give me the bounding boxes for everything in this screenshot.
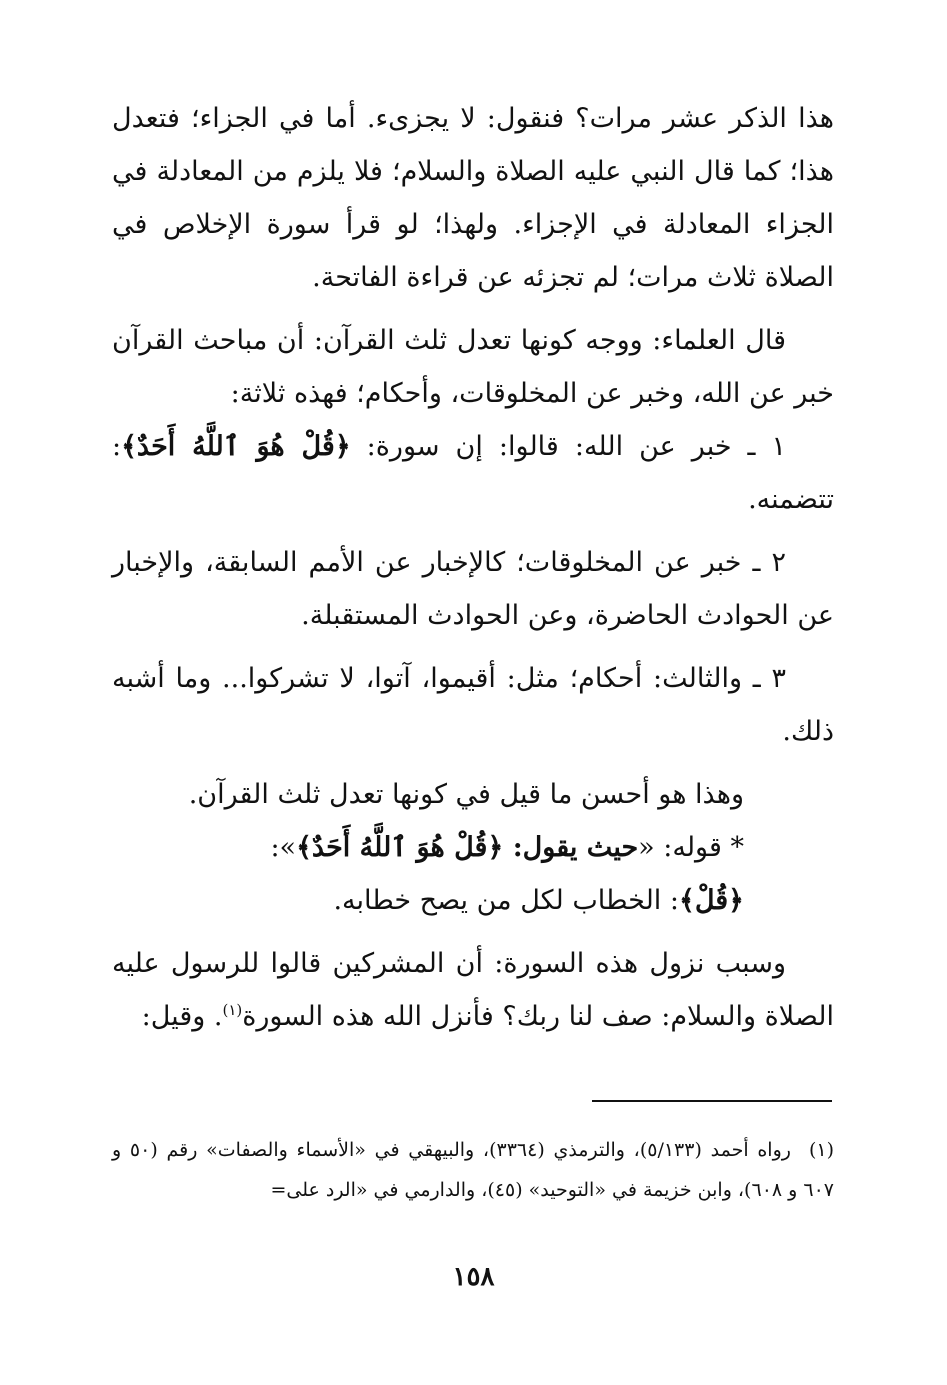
footnote-number: (١) bbox=[808, 1139, 834, 1161]
paragraph-8 bbox=[112, 874, 834, 927]
page-body bbox=[112, 92, 834, 1043]
paragraph-7-bold: حيث يقول: bbox=[503, 832, 639, 863]
quran-word-qul: ﴿قُلْ﴾ bbox=[679, 885, 744, 916]
quran-verse-ikhlas-2: ﴿قُلْ هُوَ ٱللَّهُ أَحَدٌ﴾ bbox=[296, 832, 504, 863]
quran-verse-ikhlas: ﴿قُلْ هُوَ ٱللَّهُ أَحَدٌ﴾ bbox=[121, 431, 351, 462]
paragraph-2: قال العلماء: ووجه كونها تعدل ثلث القرآن: أن مباحث القرآن خبر عن الله، وخبر عن المخلوقات، وأحكام؛ فهذه ثلاثة: bbox=[112, 325, 834, 409]
paragraph-3-end: : تتضمنه. bbox=[112, 431, 834, 515]
paragraph-3 bbox=[112, 420, 834, 526]
paragraph-7-suffix: »: bbox=[270, 832, 297, 863]
paragraph-7-prefix: * قوله: « bbox=[638, 832, 744, 863]
paragraph-7 bbox=[112, 821, 834, 874]
footnote-text: رواه أحمد (٥/١٣٣)، والترمذي (٣٣٦٤)، والبيهقي في «الأسماء والصفات» رقم (٥٠ و ٦٠٧ و ٦٠٨)، وابن خزيمة في «التوحيد» (٤٥)، والدارمي في «الرد على= bbox=[112, 1139, 834, 1201]
page-number: ١٥٨ bbox=[452, 1262, 495, 1292]
footnote-divider bbox=[592, 1100, 832, 1102]
footnote-reference[interactable]: (١) bbox=[222, 1001, 243, 1019]
paragraph-3-text: ١ ـ خبر عن الله: قالوا: إن سورة: bbox=[350, 431, 787, 462]
paragraph-5: ٣ ـ والثالث: أحكام؛ مثل: أقيموا، آتوا، لا تشركوا... وما أشبه ذلك. bbox=[112, 663, 834, 747]
paragraph-1: هذا الذكر عشر مرات؟ فنقول: لا يجزىء. أما في الجزاء؛ فتعدل هذا؛ كما قال النبي عليه الصلاة والسلام؛ فلا يلزم من المعادلة في الجزاء المعادلة في الإجزاء. ولهذا؛ لو قرأ سورة الإخلاص في الصلاة ثلاث مرات؛ لم تجزئه عن قراءة الفاتحة. bbox=[112, 103, 834, 293]
footnotes bbox=[112, 1130, 834, 1210]
paragraph-4: ٢ ـ خبر عن المخلوقات؛ كالإخبار عن الأمم السابقة، والإخبار عن الحوادث الحاضرة، وعن الحوادث المستقبلة. bbox=[112, 547, 834, 631]
paragraph-6: وهذا هو أحسن ما قيل في كونها تعدل ثلث القرآن. bbox=[188, 779, 744, 810]
paragraph-9 bbox=[112, 937, 834, 1043]
paragraph-9-tail: . وقيل: bbox=[141, 1001, 223, 1032]
paragraph-9-text: وسبب نزول هذه السورة: أن المشركين قالوا للرسول عليه الصلاة والسلام: صف لنا ربك؟ فأنزل الله هذه السورة bbox=[112, 948, 834, 1032]
paragraph-8-text: : الخطاب لكل من يصح خطابه. bbox=[333, 885, 679, 916]
